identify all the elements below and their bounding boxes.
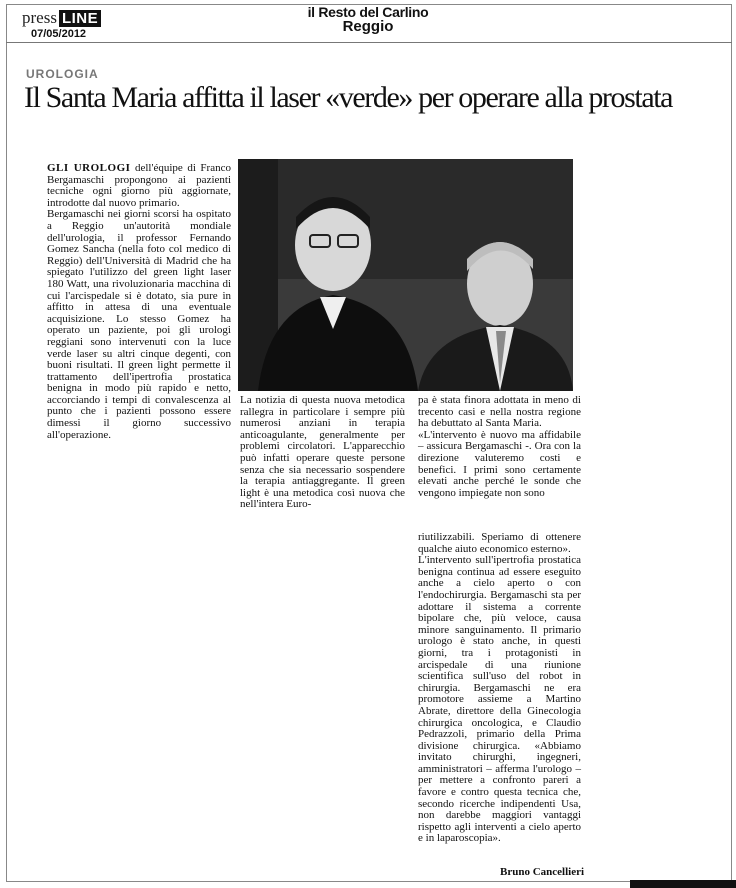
article-headline: Il Santa Maria affitta il laser «verde» per operare alla prostata <box>24 81 673 114</box>
corner-bar <box>630 880 736 888</box>
col4-para-1: riutilizzabili. Speriamo di ottenere qualche aiuto economico esterno». <box>418 531 581 555</box>
publication-header <box>0 4 736 35</box>
article-column-2 <box>240 395 405 511</box>
header-divider <box>6 42 732 43</box>
lead-words: GLI UROLOGI <box>47 162 131 174</box>
col3-para-2: «L'intervento è nuovo ma affidabile – assicura Bergamaschi -. Ora con la direzione valuteremo costi e benefici. I primi sono certamente elevati anche perché le sonde che vengono impiegate non sono <box>418 428 581 499</box>
col2-para-1: La notizia di questa nuova metodica rallegra in particolare i sempre più numerosi anziani in terapia anticoagulante, generalmente per problemi circolatori. L'apparecchio può infatti operare queste persone senza che sia necessario sospendere la terapia antiaggregante. Il green light è una metodica così nuova che nell'intera Euro- <box>240 394 405 511</box>
col1-para-1: dell'équipe di Franco Bergamaschi propongono ai pazienti tecniche ogni giorno più aggiornate, introdotte dal nuovo primario. <box>47 162 231 209</box>
article-column-4 <box>418 532 581 845</box>
col4-para-2: L'intervento sull'ipertrofia prostatica benigna continua ad essere eseguito anche a cielo aperto o con l'endochirurgia. Bergamaschi sta per adottare il sistema a corrente bipolare che, più veloce, causa minore sanguinamento. Il primario urologo è stato anche, in questi giorni, tra i protagonisti in arcispedale di una riunione scientifica sull'uso del robot in chirurgia. Bergamaschi ne era promotore assieme a Martino Abrate, direttore della Ginecologia chirurgica oncologica, e Claudio Pedrazzoli, primario della Prima divisione chirurgica. «Abbiamo invitato chirurghi, ingegneri, amministratori – afferma l'urologo – per mettere a confronto pareri a favore e contro questa tecnica che, secondo ricerche indipendenti Usa, non darebbe maggiori vantaggi rispetto agli interventi a cielo aperto e in laparoscopia». <box>418 554 581 845</box>
article-photo <box>238 159 573 391</box>
publication-name: il Resto del Carlino <box>307 4 429 20</box>
edition-name: Reggio <box>342 18 394 35</box>
byline: Bruno Cancellieri <box>500 866 585 878</box>
logo-line: LINE <box>59 10 101 27</box>
issue-date: 07/05/2012 <box>31 28 87 40</box>
col1-para-2: Bergamaschi nei giorni scorsi ha ospitato a Reggio un'autorità mondiale dell'urologia, il professor Fernando Gomez Sancha (nella foto col medico di Reggio) dell'Università di Madrid che ha spiegato l'utilizzo del green light laser 180 Watt, una rivoluzionaria macchina di cui l'arcispedale si è dotato, sia pure in affitto in attesa di una eventuale acquisizione. Lo stesso Gomez ha operato un paziente, poi gli urologi reggiani sono intervenuti con la luce verde laser su altri cinque degenti, con buoni risultati. Il green light permette il trattamento dell'ipertrofia prostatica benigna in modo più rapido e netto, accorciando i tempi di convalescenza al punto che i pazienti possono essere dimessi il giorno successivo all'operazione. <box>47 208 231 441</box>
logo-press: press <box>22 8 57 27</box>
article-column-1 <box>47 163 231 441</box>
article-column-3 <box>418 395 581 499</box>
article-kicker: UROLOGIA <box>26 67 99 81</box>
col3-para-1: pa è stata finora adottata in meno di trecento casi e nella nostra regione ha debuttato al Santa Maria. <box>418 394 581 430</box>
